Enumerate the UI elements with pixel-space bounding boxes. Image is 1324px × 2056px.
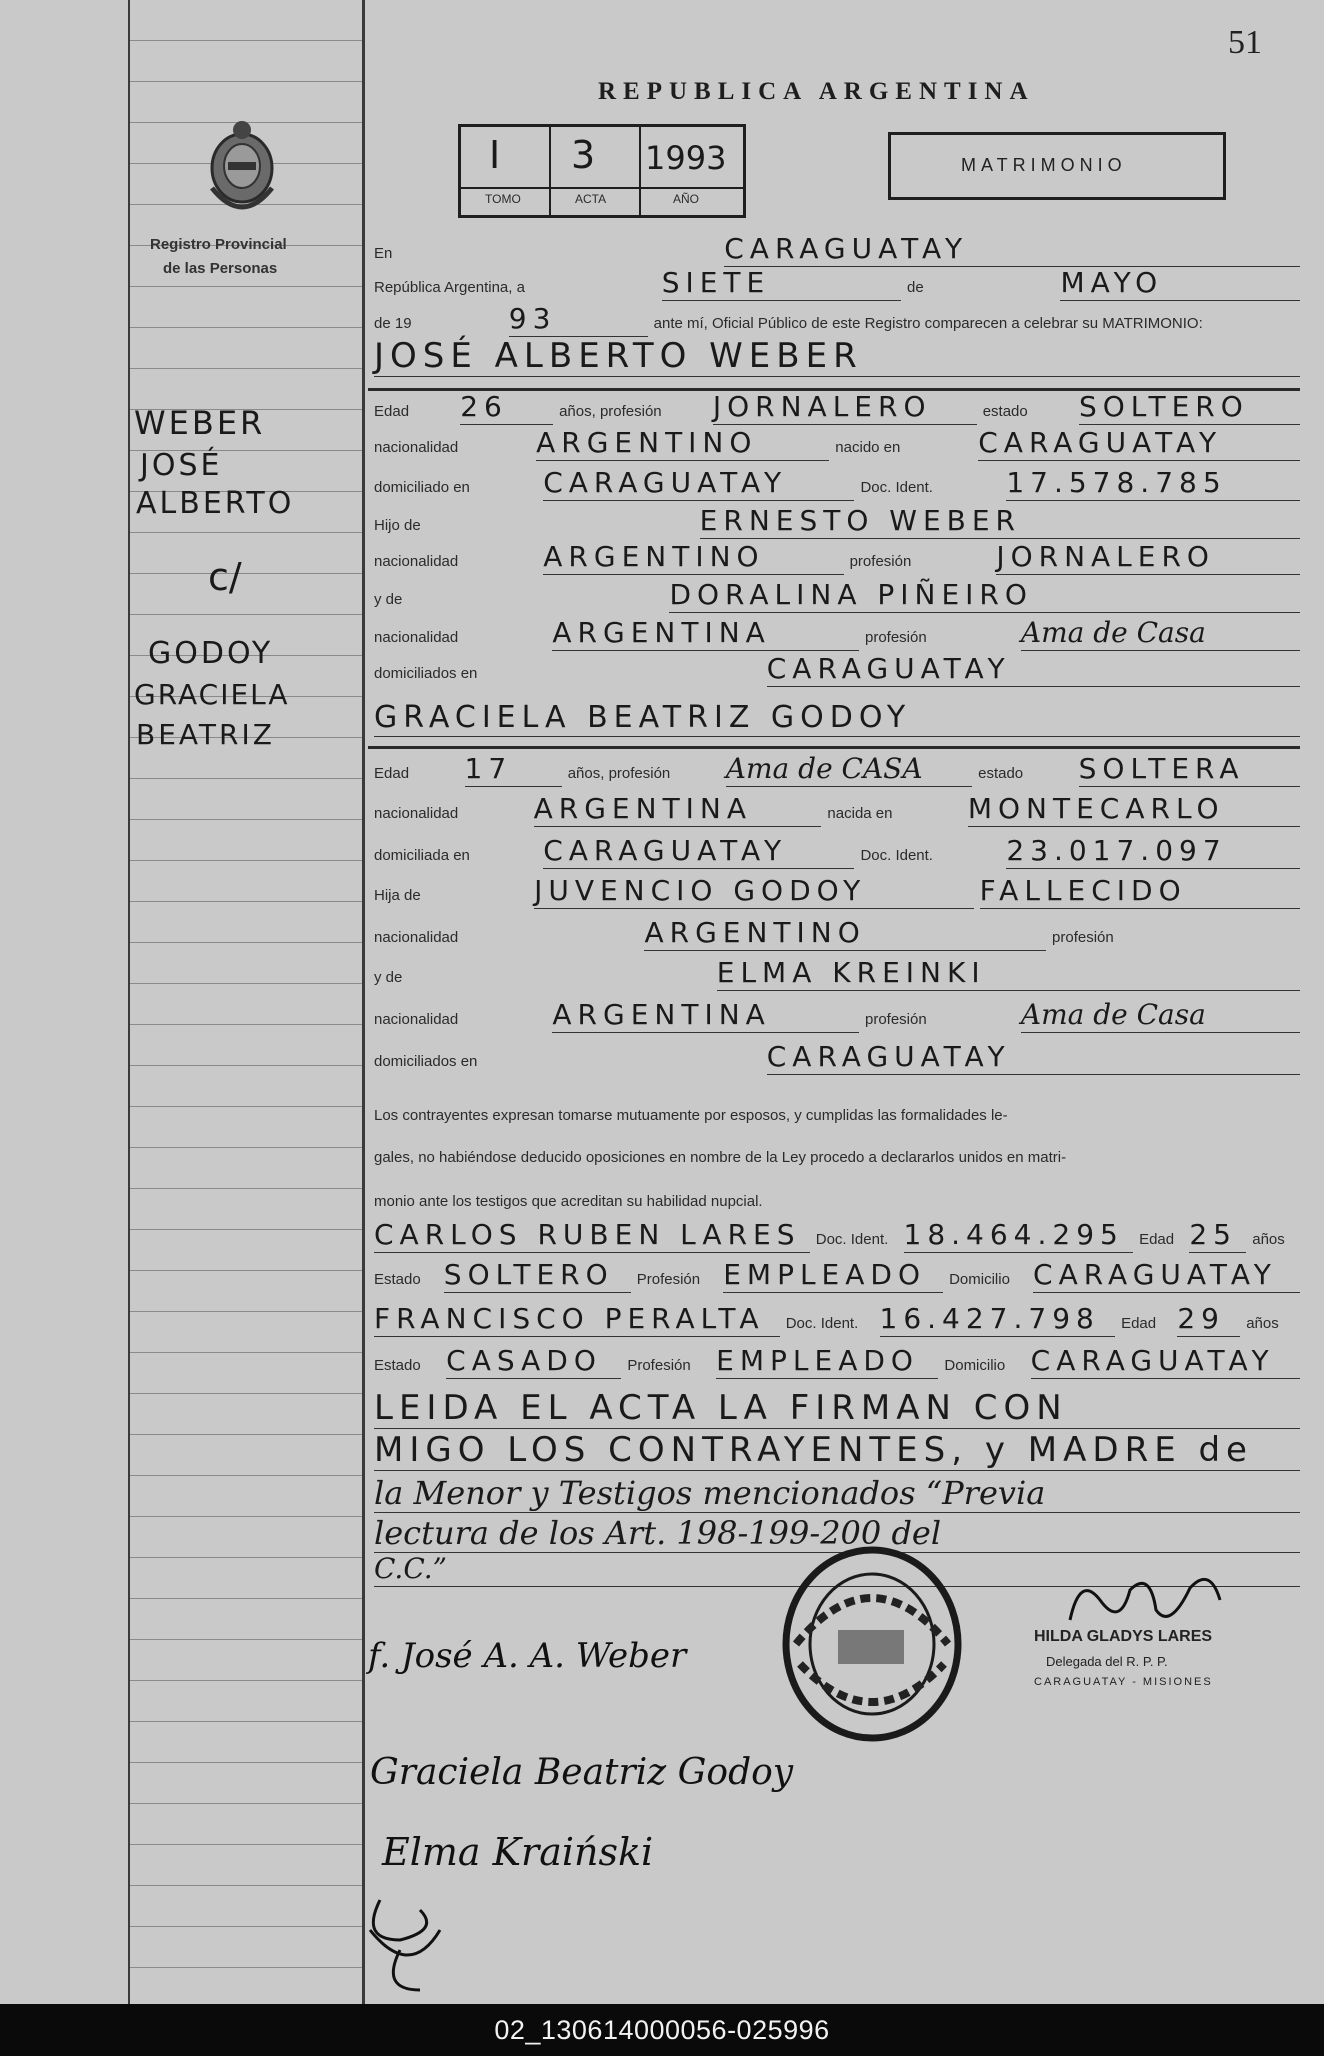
margin-groom-name-2: ALBERTO <box>136 486 295 521</box>
handwritten-entry: Ama de Casa <box>1020 998 1206 1031</box>
margin-ruled-line <box>130 1885 362 1886</box>
margin-line-outer <box>128 0 130 2004</box>
acta-value: 3 <box>571 133 596 177</box>
fill-line <box>1021 650 1300 651</box>
fill-line <box>374 1512 1300 1513</box>
printed-label: Estado <box>374 1271 421 1289</box>
signature-mother: Elma Kraiński <box>382 1830 654 1874</box>
fill-line <box>669 612 1300 613</box>
handwritten-entry: ERNESTO WEBER <box>699 504 1022 537</box>
handwritten-entry: MAYO <box>1060 266 1164 299</box>
margin-ruled-line <box>130 1680 362 1681</box>
margin-bride-name-2: BEATRIZ <box>136 718 275 751</box>
fill-line <box>552 650 859 651</box>
margin-ruled-line <box>130 532 362 533</box>
fill-line <box>716 1378 938 1379</box>
fill-line <box>767 686 1300 687</box>
printed-label: años, profesión <box>559 403 662 421</box>
handwritten-entry: SOLTERO <box>1078 390 1249 423</box>
image-caption: 02_130614000056-025996 <box>0 2004 1324 2056</box>
margin-ruled-line <box>130 1926 362 1927</box>
printed-label: Edad <box>1139 1231 1175 1249</box>
printed-label: monio ante los testigos que acreditan su habilidad nupcial. <box>374 1193 763 1211</box>
printed-label: Doc. Ident. <box>785 1315 859 1333</box>
fill-line <box>968 826 1300 827</box>
margin-ruled-line <box>130 1065 362 1066</box>
margin-ruled-line <box>130 614 362 615</box>
printed-label: profesión <box>849 553 912 571</box>
margin-ruled-line <box>130 1639 362 1640</box>
printed-label: Domicilio <box>944 1357 1006 1375</box>
handwritten-entry: JUVENCIO GODOY <box>534 874 867 907</box>
matrimonio-label: MATRIMONIO <box>961 155 1127 175</box>
margin-ruled-line <box>130 1598 362 1599</box>
handwritten-entry: ARGENTINA <box>533 792 753 825</box>
handwritten-entry: MIGO LOS CONTRAYENTES, y MADRE de <box>374 1430 1253 1470</box>
fill-line <box>1079 786 1300 787</box>
margin-ruled-line <box>130 286 362 287</box>
printed-label: Edad <box>1121 1315 1157 1333</box>
handwritten-entry: DORALINA PIÑEIRO <box>669 578 1033 611</box>
fill-line <box>726 786 972 787</box>
margin-ruled-line <box>130 819 362 820</box>
handwritten-entry: 16.427.798 <box>879 1302 1100 1335</box>
handwritten-entry: ARGENTINA <box>552 998 771 1031</box>
margin-ruled-line <box>130 1516 362 1517</box>
printed-label: años <box>1252 1231 1285 1249</box>
printed-label: ante mí, Oficial Público de este Registro comparecen a celebrar su MATRIMONIO: <box>653 315 1203 333</box>
handwritten-entry: ARGENTINO <box>536 426 758 459</box>
handwritten-entry: Ama de CASA <box>725 752 923 785</box>
fill-line <box>724 266 1300 267</box>
handwritten-entry: CARAGUATAY <box>766 1040 1011 1073</box>
handwritten-entry: JORNALERO <box>996 540 1215 573</box>
signature-bride: Graciela Beatriz Godoy <box>370 1752 794 1793</box>
printed-label: Edad <box>374 403 410 421</box>
margin-line-inner <box>362 0 365 2004</box>
margin-ruled-line <box>130 1393 362 1394</box>
handwritten-entry: CARAGUATAY <box>1033 1258 1277 1291</box>
handwritten-entry: Ama de Casa <box>1020 616 1206 649</box>
margin-connector: c/ <box>208 555 242 599</box>
margin-ruled-line <box>130 1024 362 1025</box>
handwritten-entry: C.C.” <box>374 1552 447 1585</box>
printed-label: estado <box>982 403 1028 421</box>
handwritten-entry: SIETE <box>661 266 771 299</box>
official-location: CARAGUATAY - MISIONES <box>1034 1676 1213 1688</box>
fill-line <box>717 990 1300 991</box>
handwritten-entry: 17.578.785 <box>1006 466 1227 499</box>
printed-label: y de <box>374 969 403 987</box>
handwritten-entry: LEIDA EL ACTA LA FIRMAN CON <box>374 1388 1068 1428</box>
fill-line <box>880 1336 1116 1337</box>
handwritten-entry: 18.464.295 <box>903 1218 1124 1251</box>
fill-line <box>543 500 854 501</box>
printed-label: profesión <box>1052 929 1114 947</box>
fill-line <box>444 1292 631 1293</box>
fill-line <box>978 460 1300 461</box>
fill-line <box>1033 1292 1300 1293</box>
printed-label: nacionalidad <box>374 1011 459 1029</box>
printed-label: Profesión <box>636 1271 701 1289</box>
margin-ruled-line <box>130 1803 362 1804</box>
margin-ruled-line <box>130 1967 362 1968</box>
margin-ruled-line <box>130 1721 362 1722</box>
handwritten-entry: CARAGUATAY <box>766 652 1011 685</box>
coat-of-arms-icon <box>190 116 294 226</box>
acta-label: ACTA <box>575 192 607 206</box>
official-name: HILDA GLADYS LARES <box>1034 1628 1213 1645</box>
registry-stamp <box>778 1544 966 1744</box>
margin-ruled-line <box>130 983 362 984</box>
printed-label: años, profesión <box>567 765 671 783</box>
printed-label: nacido en <box>835 439 901 457</box>
handwritten-entry: CARAGUATAY <box>543 466 788 499</box>
country-header: REPUBLICA ARGENTINA <box>598 78 1035 105</box>
margin-ruled-line <box>130 1229 362 1230</box>
margin-ruled-line <box>130 1352 362 1353</box>
page-number: 51 <box>1228 24 1262 61</box>
handwritten-entry: la Menor y Testigos mencionados “Previa <box>374 1474 1046 1512</box>
printed-label: Doc. Ident. <box>815 1231 889 1249</box>
handwritten-entry: FALLECIDO <box>979 874 1187 907</box>
fill-line <box>460 424 553 425</box>
margin-ruled-line <box>130 1106 362 1107</box>
printed-label: profesión <box>864 629 927 647</box>
printed-label: nacida en <box>827 805 893 823</box>
fill-line <box>1006 500 1300 501</box>
handwritten-entry: ARGENTINO <box>543 540 765 573</box>
margin-ruled-line <box>130 40 362 41</box>
printed-label: años <box>1246 1315 1279 1333</box>
handwritten-entry: 26 <box>460 390 508 423</box>
printed-label: domiciliados en <box>374 665 478 683</box>
handwritten-entry: GRACIELA BEATRIZ GODOY <box>374 700 912 735</box>
printed-label: de 19 <box>374 315 412 333</box>
fill-line <box>1177 1336 1240 1337</box>
ano-label: AÑO <box>673 192 700 206</box>
margin-ruled-line <box>130 1434 362 1435</box>
printed-label: domiciliado en <box>374 479 470 497</box>
fill-line <box>465 786 562 787</box>
printed-label: nacionalidad <box>374 929 459 947</box>
record-number-box <box>458 124 746 218</box>
fill-line <box>552 1032 859 1033</box>
fill-line <box>713 424 977 425</box>
printed-label: domiciliados en <box>374 1053 478 1071</box>
registry-name: Registro Provincial <box>150 236 287 253</box>
printed-label: República Argentina, a <box>374 279 525 297</box>
handwritten-entry: ARGENTINA <box>552 616 771 649</box>
handwritten-entry: CARAGUATAY <box>1030 1344 1275 1377</box>
fill-line <box>374 1252 810 1253</box>
margin-ruled-line <box>130 860 362 861</box>
handwritten-entry: 23.017.097 <box>1006 834 1227 867</box>
printed-label: Hija de <box>374 887 421 905</box>
handwritten-entry: JORNALERO <box>712 390 932 423</box>
fill-line <box>1189 1252 1246 1253</box>
fill-line <box>904 1252 1134 1253</box>
margin-ruled-line <box>130 942 362 943</box>
registry-name-2: de las Personas <box>163 260 278 277</box>
margin-ruled-line <box>130 1311 362 1312</box>
handwritten-entry: 25 <box>1189 1218 1237 1251</box>
handwritten-entry: CASADO <box>446 1344 602 1377</box>
fill-line <box>1060 300 1300 301</box>
handwritten-entry: EMPLEADO <box>723 1258 926 1291</box>
printed-label: profesión <box>864 1011 927 1029</box>
fill-line <box>1079 424 1300 425</box>
margin-ruled-line <box>130 573 362 574</box>
printed-label: Los contrayentes expresan tomarse mutuamente por esposos, y cumplidas las formalidades le- <box>374 1107 1008 1125</box>
margin-ruled-line <box>130 1762 362 1763</box>
fill-line <box>534 908 974 909</box>
handwritten-entry: SOLTERA <box>1078 752 1245 785</box>
fill-line <box>374 1428 1300 1429</box>
margin-ruled-line <box>130 1475 362 1476</box>
handwritten-entry: ELMA KREINKI <box>716 956 986 989</box>
printed-label: Profesión <box>627 1357 691 1375</box>
margin-ruled-line <box>130 1844 362 1845</box>
witness-signature-marks <box>340 1870 480 2000</box>
margin-ruled-line <box>130 81 362 82</box>
printed-label: Domicilio <box>949 1271 1010 1289</box>
printed-label: Doc. Ident. <box>860 847 933 865</box>
printed-label: domiciliada en <box>374 847 470 865</box>
signature-groom: f. José A. A. Weber <box>368 1636 687 1676</box>
margin-groom-surname: WEBER <box>134 404 266 442</box>
printed-label: nacionalidad <box>374 805 459 823</box>
handwritten-entry: lectura de los Art. 198-199-200 del <box>374 1514 942 1552</box>
printed-label: Doc. Ident. <box>860 479 933 497</box>
handwritten-entry: 93 <box>508 302 557 335</box>
margin-ruled-line <box>130 368 362 369</box>
margin-groom-name-1: JOSÉ <box>140 448 223 483</box>
fill-line <box>723 1292 943 1293</box>
fill-line <box>1021 1032 1300 1033</box>
section-divider <box>368 746 1300 749</box>
handwritten-entry: CARAGUATAY <box>724 232 969 265</box>
handwritten-entry: CARAGUATAY <box>978 426 1223 459</box>
margin-ruled-line <box>130 901 362 902</box>
fill-line <box>374 736 1300 737</box>
margin-bride-surname: GODOY <box>148 636 274 671</box>
printed-label: Edad <box>374 765 410 783</box>
handwritten-entry: 17 <box>464 752 513 785</box>
printed-label: Estado <box>374 1357 421 1375</box>
fill-line <box>644 950 1046 951</box>
handwritten-entry: EMPLEADO <box>716 1344 919 1377</box>
fill-line <box>374 1470 1300 1471</box>
fill-line <box>996 574 1300 575</box>
fill-line <box>536 460 829 461</box>
fill-line <box>980 908 1300 909</box>
printed-label: de <box>907 279 924 297</box>
official-signature <box>1060 1570 1230 1634</box>
fill-line <box>1006 868 1300 869</box>
printed-label: nacionalidad <box>374 553 459 571</box>
handwritten-entry: MONTECARLO <box>967 792 1225 825</box>
fill-line <box>662 300 901 301</box>
margin-bride-name-1: GRACIELA <box>134 678 290 711</box>
fill-line <box>374 1336 780 1337</box>
handwritten-entry: 29 <box>1177 1302 1225 1335</box>
handwritten-entry: FRANCISCO PERALTA <box>374 1302 765 1335</box>
fill-line <box>700 538 1300 539</box>
printed-label: Hijo de <box>374 517 421 535</box>
matrimonio-box <box>888 132 1226 200</box>
printed-label: y de <box>374 591 403 609</box>
ano-value: 1993 <box>645 139 727 177</box>
fill-line <box>1031 1378 1300 1379</box>
fill-line <box>446 1378 621 1379</box>
handwritten-entry: CARAGUATAY <box>543 834 788 867</box>
printed-label: nacionalidad <box>374 629 459 647</box>
fill-line <box>767 1074 1300 1075</box>
handwritten-entry: ARGENTINO <box>644 916 866 949</box>
margin-ruled-line <box>130 1147 362 1148</box>
fill-line <box>543 574 843 575</box>
margin-ruled-line <box>130 778 362 779</box>
printed-label: gales, no habiéndose deducido oposiciones en nombre de la Ley procedo a declararlos unidos en matri- <box>374 1149 1067 1167</box>
handwritten-entry: CARLOS RUBEN LARES <box>374 1218 801 1251</box>
official-title: Delegada del R. P. P. <box>1046 1654 1168 1669</box>
margin-ruled-line <box>130 1557 362 1558</box>
tomo-label: TOMO <box>485 192 521 206</box>
printed-label: nacionalidad <box>374 439 459 457</box>
margin-ruled-line <box>130 327 362 328</box>
margin-ruled-line <box>130 1188 362 1189</box>
margin-ruled-line <box>130 1270 362 1271</box>
tomo-value: I <box>489 133 501 177</box>
fill-line <box>534 826 822 827</box>
handwritten-entry: SOLTERO <box>443 1258 614 1291</box>
printed-label: estado <box>978 765 1024 783</box>
handwritten-entry: JOSÉ ALBERTO WEBER <box>374 336 863 376</box>
fill-line <box>374 376 1300 377</box>
printed-label: En <box>374 245 393 263</box>
fill-line <box>543 868 854 869</box>
